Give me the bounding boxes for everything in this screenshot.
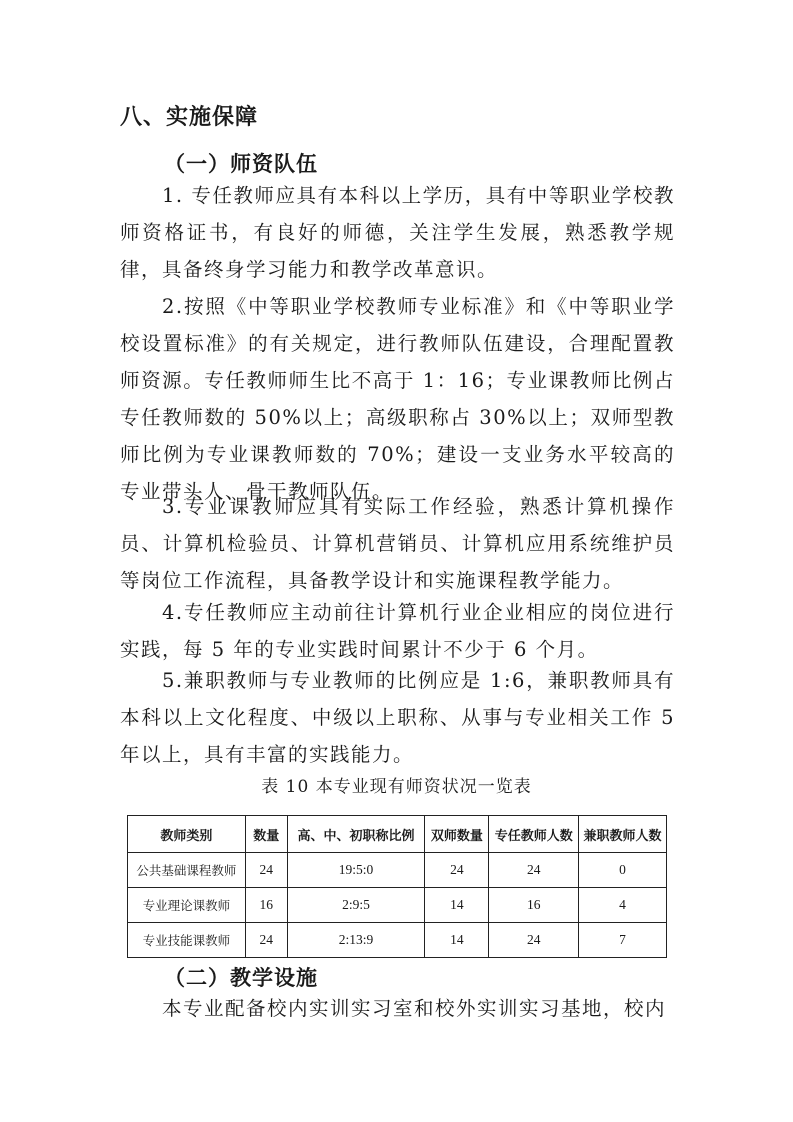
header-cell: 数量 — [245, 816, 287, 853]
table-cell: 公共基础课程教师 — [128, 853, 246, 888]
teachers-heading: （一）师资队伍 — [164, 152, 318, 176]
paragraph-1: 1. 专任教师应具有本科以上学历，具有中等职业学校教师资格证书，有良好的师德，关注学生发展，熟悉教学规律，具备终身学习能力和教学改革意识。 — [120, 184, 675, 281]
staff-table — [127, 815, 667, 958]
table-cell: 24 — [425, 853, 489, 888]
table-cell: 14 — [425, 923, 489, 958]
table-cell: 2:13:9 — [287, 923, 425, 958]
table-cell: 专业技能课教师 — [128, 923, 246, 958]
table-cell: 24 — [245, 923, 287, 958]
table-cell: 专业理论课教师 — [128, 888, 246, 923]
table-row — [128, 923, 667, 958]
table-cell: 0 — [579, 853, 667, 888]
paragraph-3: 3.专业课教师应具有实际工作经验，熟悉计算机操作员、计算机检验员、计算机营销员、计算机应用系统维护员等岗位工作流程，具备教学设计和实施课程教学能力。 — [120, 495, 675, 592]
header-cell: 高、中、初职称比例 — [287, 816, 425, 853]
paragraph-5: 5.兼职教师与专业教师的比例应是 1:6，兼职教师具有本科以上文化程度、中级以上职称、从事与专业相关工作 5 年以上，具有丰富的实践能力。 — [120, 669, 675, 766]
facilities-paragraph: 本专业配备校内实训实习室和校外实训实习基地，校内 — [162, 997, 667, 1020]
header-cell: 教师类别 — [128, 816, 246, 853]
table-cell: 19:5:0 — [287, 853, 425, 888]
table-row — [128, 888, 667, 923]
table-cell: 24 — [489, 923, 579, 958]
table-cell: 24 — [245, 853, 287, 888]
facilities-heading: （二）教学设施 — [164, 966, 318, 990]
table-row — [128, 853, 667, 888]
table-cell: 14 — [425, 888, 489, 923]
table-cell: 7 — [579, 923, 667, 958]
paragraph-2: 2.按照《中等职业学校教师专业标准》和《中等职业学校设置标准》的有关规定，进行教师队伍建设，合理配置教师资源。专任教师师生比不高于 1：16；专业课教师比例占专任教师数的 50%以上；高级职称占 30%以上；双师型教师比例为专业课教师数的 70%；建设一支业务水平较高的专业带头人、骨干教师队伍。 — [120, 295, 675, 503]
table-cell: 24 — [489, 853, 579, 888]
section-title: 八、实施保障 — [120, 105, 259, 130]
table-cell: 16 — [489, 888, 579, 923]
table-cell: 16 — [245, 888, 287, 923]
table-caption: 表 10 本专业现有师资状况一览表 — [261, 777, 532, 797]
table-cell: 4 — [579, 888, 667, 923]
table-cell: 2:9:5 — [287, 888, 425, 923]
table-header-row — [128, 816, 667, 853]
paragraph-4: 4.专任教师应主动前往计算机行业企业相应的岗位进行实践，每 5 年的专业实践时间累计不少于 6 个月。 — [120, 601, 675, 661]
header-cell: 兼职教师人数 — [579, 816, 667, 853]
header-cell: 专任教师人数 — [489, 816, 579, 853]
header-cell: 双师数量 — [425, 816, 489, 853]
